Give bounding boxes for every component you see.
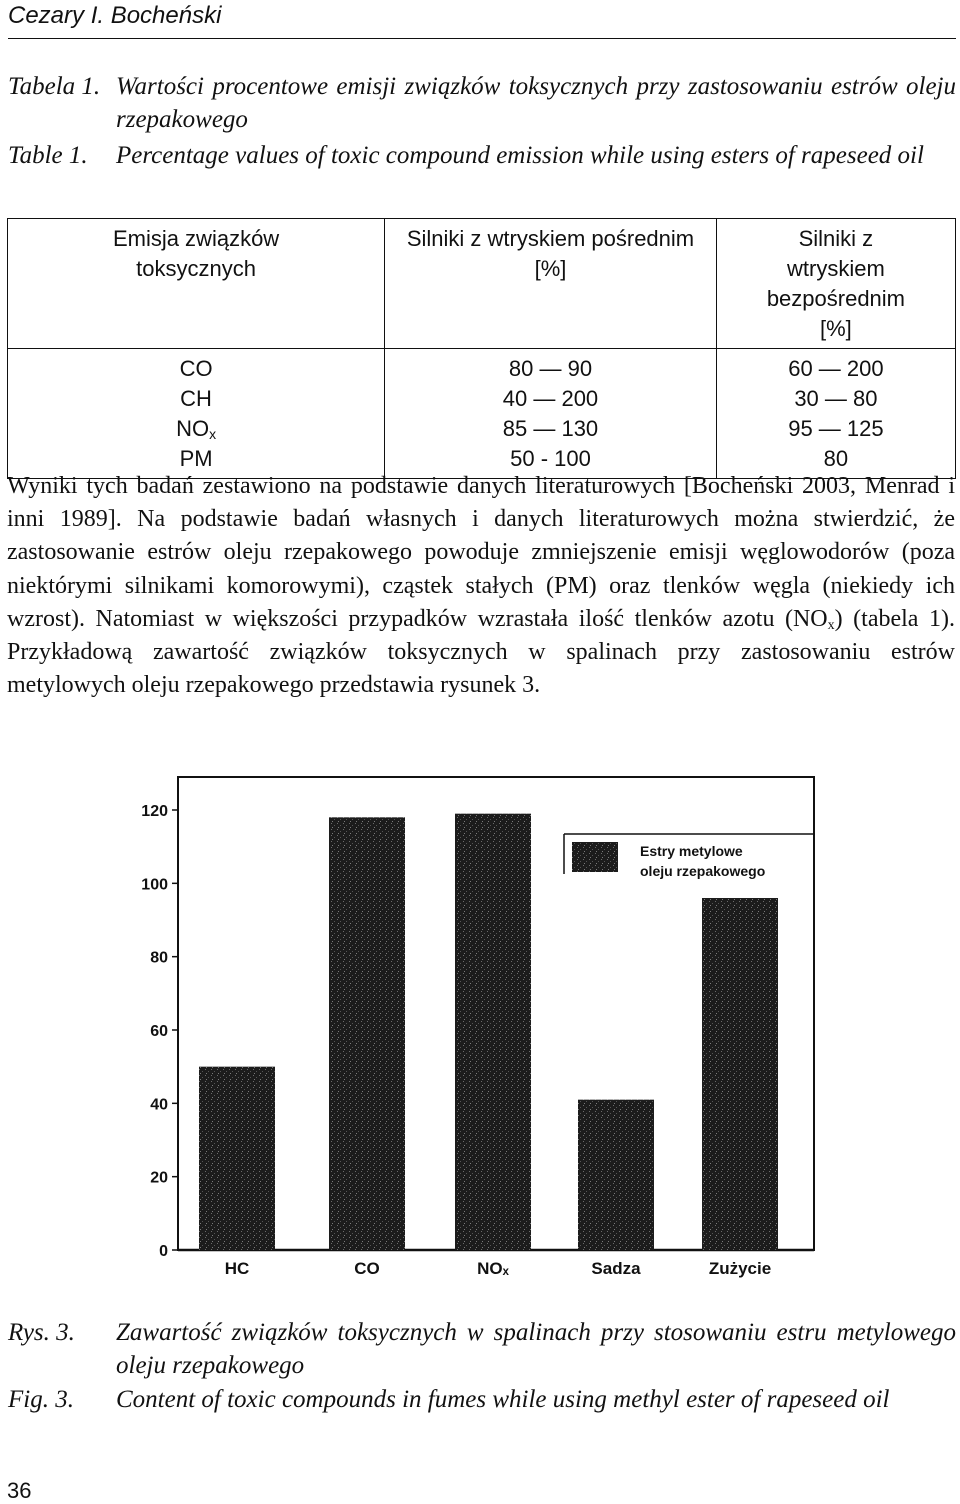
- header-rule: [8, 38, 956, 39]
- direct-column: [716, 349, 955, 479]
- bar-3: [455, 814, 531, 1250]
- header-indirect: Silniki z wtryskiem pośrednim [%]: [385, 219, 717, 349]
- indirect-ch: 40 — 200: [502, 386, 599, 411]
- direct-ch: 30 — 80: [794, 386, 878, 411]
- compound-nox: [12, 414, 380, 444]
- bar-4: [578, 1100, 654, 1250]
- figure-caption-pl: [8, 1316, 956, 1382]
- table-caption-en: [8, 139, 956, 205]
- table-body-row: [8, 349, 956, 479]
- indirect-pm: 50 - 100: [510, 446, 591, 471]
- x-axis-labels: [225, 1259, 771, 1278]
- table-caption-en-label: Table 1.: [8, 142, 88, 169]
- compound-column: [8, 349, 385, 479]
- legend-label-line2: oleju rzepakowego: [640, 863, 766, 879]
- legend-swatch: [572, 842, 618, 872]
- direct-co: 60 — 200: [788, 356, 884, 381]
- figure-caption-pl-text: Zawartość związków toksycznych w spalinach przy stosowaniu estru metylowego oleju rzepakowego: [116, 1319, 956, 1379]
- table-header-row: [8, 219, 956, 349]
- bar-2: [329, 817, 405, 1250]
- legend: [564, 834, 814, 879]
- y-tick-label: 40: [150, 1096, 168, 1114]
- y-tick-label: 100: [141, 876, 168, 894]
- direct-nox: 95 — 125: [788, 416, 884, 441]
- figure-caption-en-label: Fig. 3.: [8, 1386, 74, 1413]
- indirect-nox: 85 — 130: [502, 416, 599, 441]
- y-tick-label: 0: [159, 1243, 168, 1260]
- paragraph-nox-sub: x: [827, 617, 835, 633]
- header-emission: Emisja związków toksycznych: [8, 219, 385, 349]
- x-category-label: CO: [354, 1259, 380, 1278]
- body-paragraph: [7, 470, 955, 702]
- table-caption-pl-text: Wartości procentowe emisji związków toksycznych przy zastosowaniu estrów oleju rzepakowego: [116, 73, 956, 133]
- figure-caption-en-text: Content of toxic compounds in fumes while using methyl ester of rapeseed oil: [116, 1386, 890, 1413]
- page-number: 36: [7, 1478, 32, 1503]
- bar-5: [702, 898, 778, 1250]
- direct-pm: 80: [823, 446, 849, 471]
- bar-chart-svg: [120, 774, 820, 1294]
- compound-ch: CH: [180, 386, 212, 411]
- y-axis-ticks: [141, 803, 178, 1260]
- bar-1: [199, 1067, 275, 1250]
- y-tick-label: 20: [150, 1169, 168, 1187]
- x-category-label: HC: [224, 1259, 250, 1278]
- x-category-label: Sadza: [591, 1259, 641, 1278]
- y-tick-label: 60: [150, 1023, 168, 1040]
- indirect-co: 80 — 90: [508, 356, 593, 381]
- compound-co: CO: [179, 356, 213, 381]
- x-category-label: NOₓ: [477, 1259, 509, 1278]
- bars-group: [199, 814, 778, 1250]
- paragraph-part-2: ) (tabela 1). Przykładową zawartość związków toksycznych w spalinach przy zastosowaniu estrów metylowych oleju rzepakowego przedstawia rysunek 3.: [7, 605, 955, 699]
- compound-pm: PM: [179, 446, 213, 471]
- paragraph-part-1: Wyniki tych badań zestawiono na podstawie danych literaturowych [Bocheński 2003, Menrad i inni 1989]. Na podstawie badań własnych i danych literaturowych można stwierdzić, że zastosowanie estrów oleju rzepakowego powoduje zmniejszenie emisji węglowodorów (poza niektórymi silnikami komorowymi), cząstek stałych (PM) oraz tlenków węgla (niekiedy ich wzrost). Natomiast w większości przypadków wzrastała ilość tlenków azotu (NO: [7, 473, 955, 632]
- compound-nox-sub: x: [209, 426, 217, 442]
- figure-caption-en: [8, 1383, 956, 1416]
- y-tick-label: 120: [141, 803, 168, 820]
- compound-nox-base: NO: [176, 416, 210, 441]
- x-category-label: Zużycie: [708, 1259, 772, 1278]
- figure-caption-pl-label: Rys. 3.: [8, 1319, 75, 1346]
- emission-table: [7, 218, 956, 479]
- y-tick-label: 80: [150, 949, 168, 967]
- running-head: Cezary I. Bocheński: [8, 2, 222, 29]
- table-caption-pl-label: Tabela 1.: [8, 73, 101, 100]
- legend-label-line1: Estry metylowe: [640, 843, 743, 859]
- indirect-column: [385, 349, 717, 479]
- table-caption-pl: [8, 70, 956, 136]
- table-caption-en-text: Percentage values of toxic compound emission while using esters of rapeseed oil: [116, 142, 924, 169]
- header-direct: Silniki z wtryskiem bezpośrednim [%]: [716, 219, 955, 349]
- figure-3-chart: [120, 774, 820, 1294]
